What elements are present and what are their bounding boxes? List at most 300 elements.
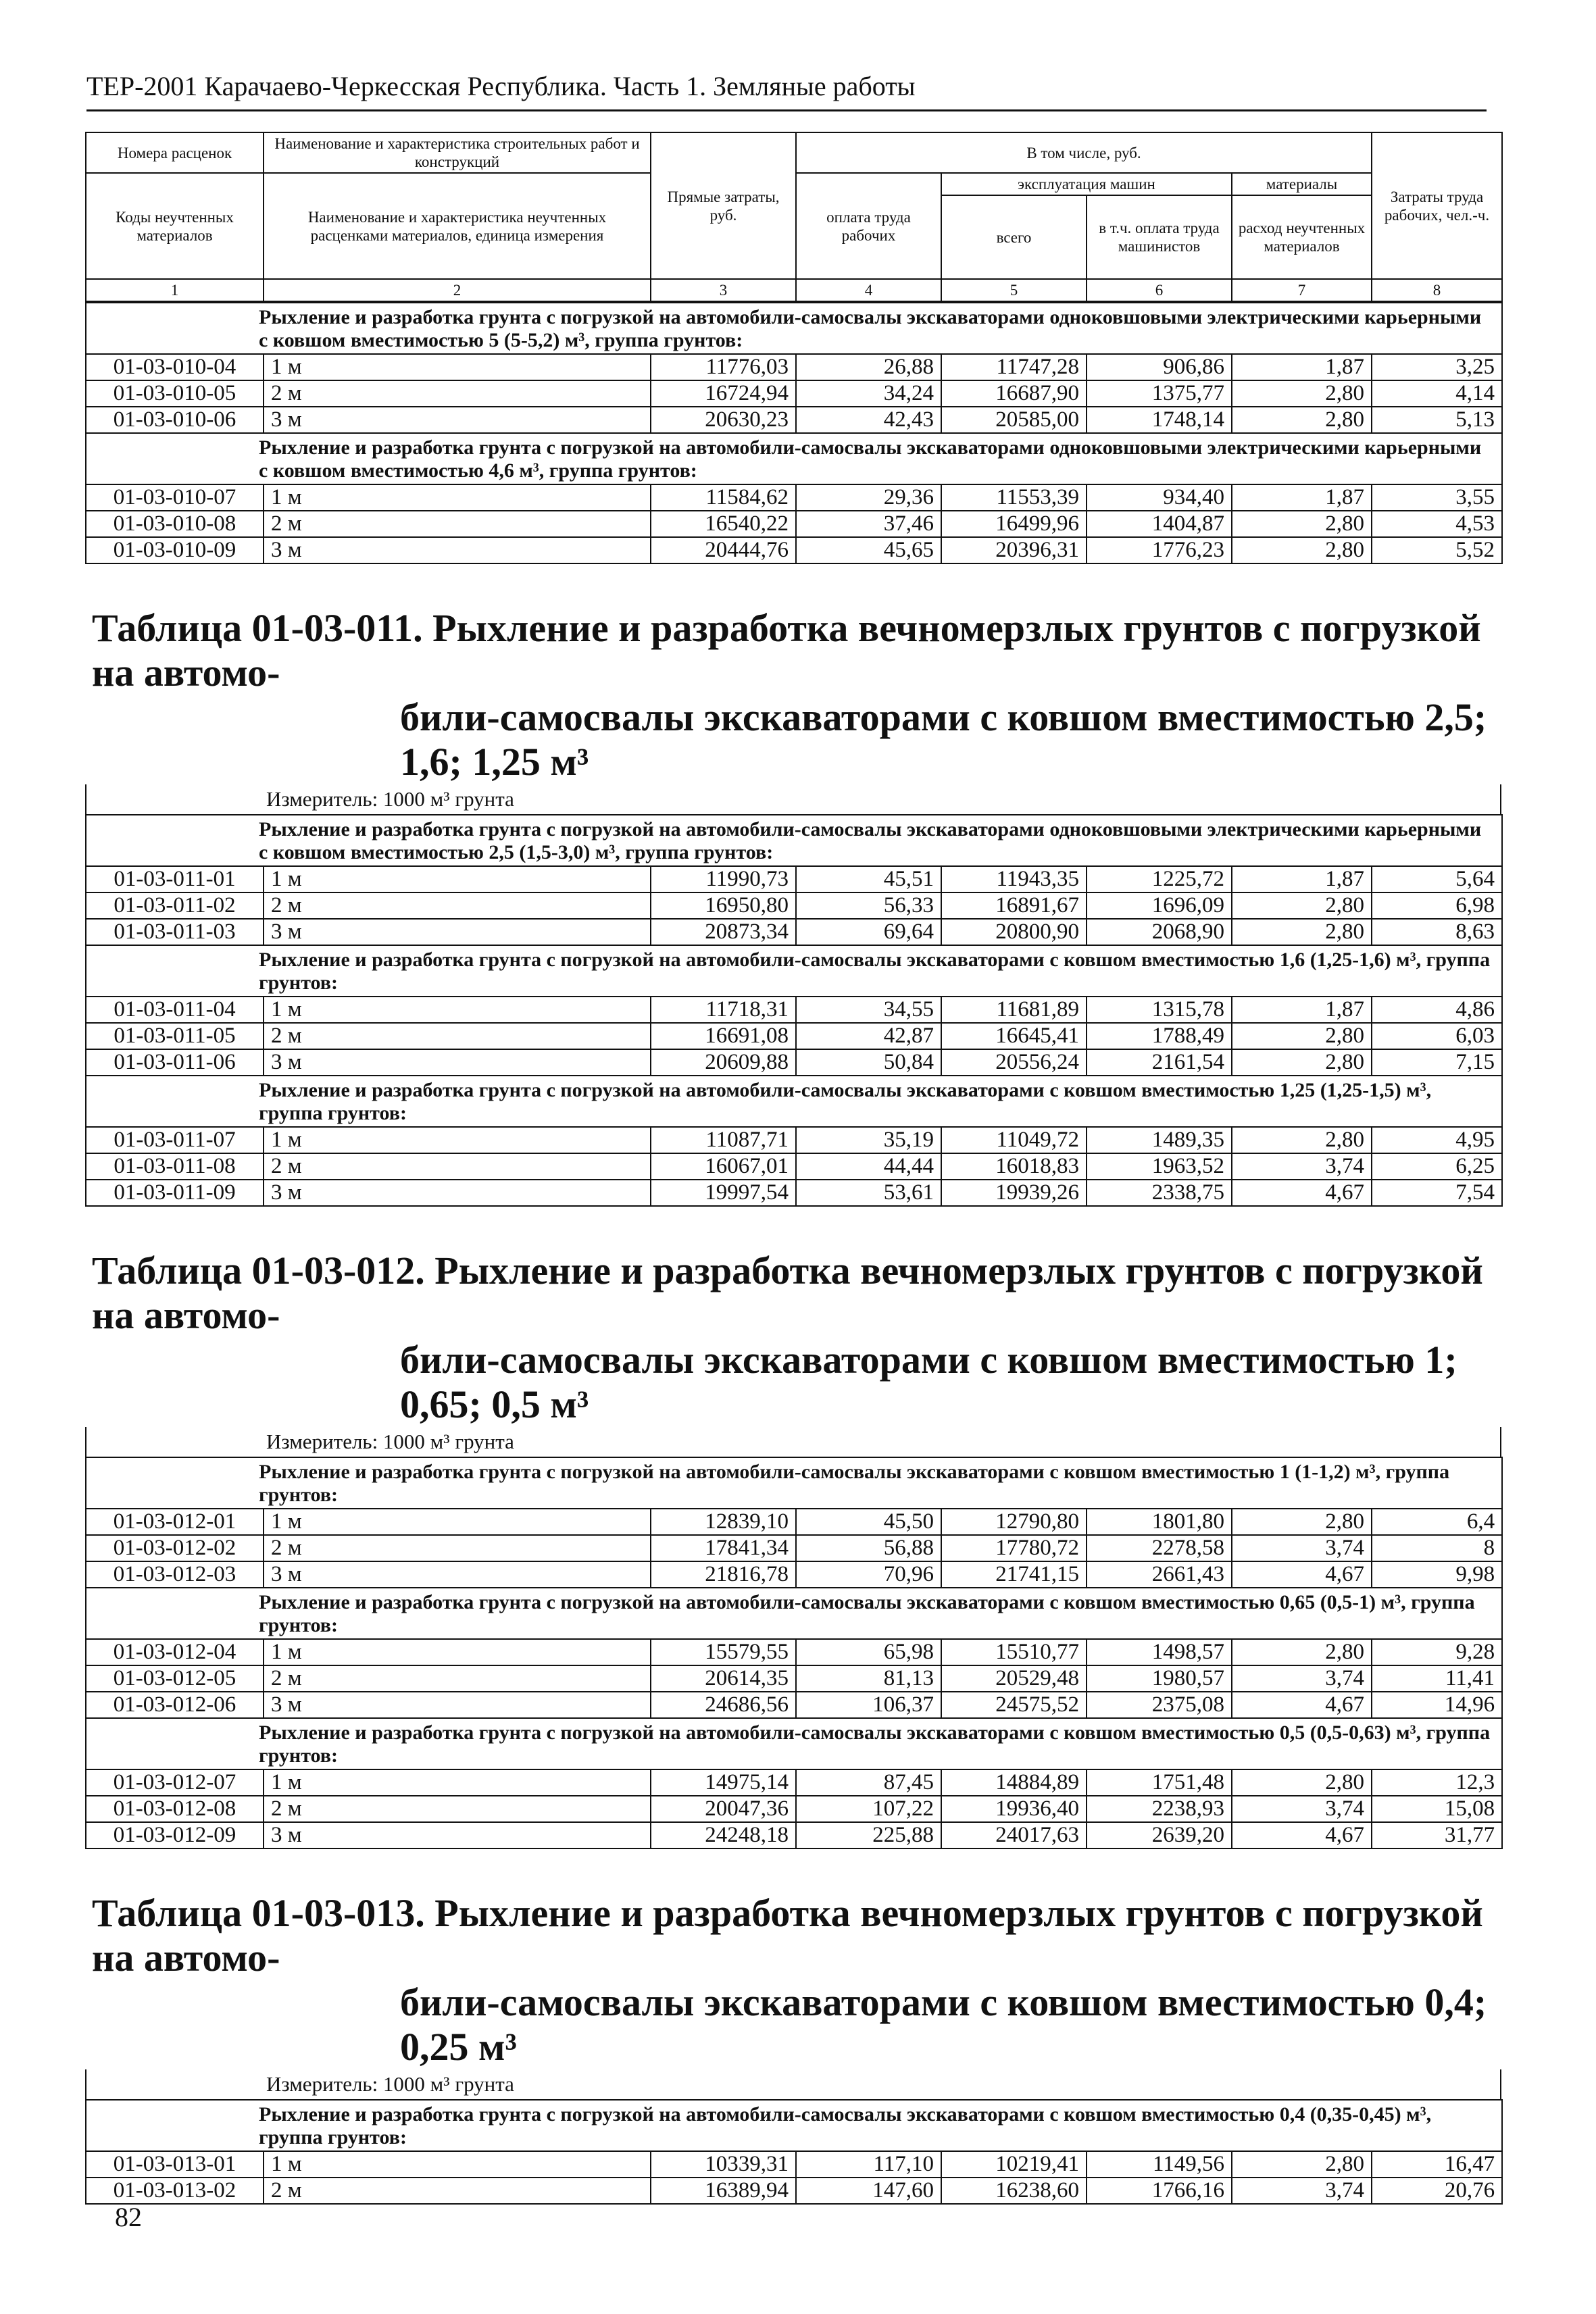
labor-cell: 3,55 — [1372, 484, 1502, 511]
machines-cell: 20396,31 — [941, 537, 1087, 563]
rate-code: 01-03-011-07 — [86, 1127, 264, 1153]
rate-code: 01-03-012-08 — [86, 1796, 264, 1822]
machines-cell: 14884,89 — [941, 1769, 1087, 1796]
machines-cell: 16687,90 — [941, 380, 1087, 407]
labor-cell: 11,41 — [1372, 1665, 1502, 1692]
unit-cell: 1 м — [264, 997, 651, 1023]
table-row — [86, 407, 1502, 433]
unit-cell: 1 м — [264, 866, 651, 892]
rate-code: 01-03-011-06 — [86, 1049, 264, 1076]
machines-wage-cell: 1149,56 — [1087, 2151, 1232, 2178]
machines-wage-cell: 2661,43 — [1087, 1561, 1232, 1588]
machines-wage-cell: 1776,23 — [1087, 537, 1232, 563]
wage-cell: 50,84 — [796, 1049, 941, 1076]
direct-cost-cell: 16724,94 — [651, 380, 796, 407]
machines-wage-cell: 1788,49 — [1087, 1023, 1232, 1049]
wage-cell: 107,22 — [796, 1796, 941, 1822]
column-number: 6 — [1087, 279, 1232, 301]
rates-table — [85, 814, 1503, 1207]
direct-cost-cell: 16067,01 — [651, 1153, 796, 1180]
labor-cell: 5,52 — [1372, 537, 1502, 563]
machines-cell: 20529,48 — [941, 1665, 1087, 1692]
rate-code: 01-03-012-02 — [86, 1535, 264, 1561]
machines-wage-cell: 1375,77 — [1087, 380, 1232, 407]
machines-wage-cell: 906,86 — [1087, 354, 1232, 380]
measure-unit: Измеритель: 1000 м³ грунта — [266, 2072, 514, 2096]
direct-cost-cell: 11718,31 — [651, 997, 796, 1023]
materials-cell: 4,67 — [1232, 1692, 1372, 1718]
direct-cost-cell: 11990,73 — [651, 866, 796, 892]
machines-cell: 11681,89 — [941, 997, 1087, 1023]
unit-cell: 3 м — [264, 1692, 651, 1718]
machines-wage-cell: 1498,57 — [1087, 1639, 1232, 1665]
table-row — [86, 1639, 1502, 1665]
header-machines-wage: в т.ч. оплата труда машинистов — [1087, 195, 1232, 279]
labor-cell: 9,28 — [1372, 1639, 1502, 1665]
header-material-name: Наименование и характеристика неучтенных расценками материалов, единица измерения — [264, 173, 651, 279]
labor-cell: 5,64 — [1372, 866, 1502, 892]
section-row — [86, 1588, 1502, 1639]
header-machines-total: всего — [941, 195, 1087, 279]
direct-cost-cell: 15579,55 — [651, 1639, 796, 1665]
wage-cell: 117,10 — [796, 2151, 941, 2178]
machines-wage-cell: 1696,09 — [1087, 892, 1232, 919]
table-row — [86, 1023, 1502, 1049]
table-title — [85, 1249, 1501, 1427]
table-title — [85, 606, 1501, 784]
wage-cell: 45,65 — [796, 537, 941, 563]
header-labor: Затраты труда рабочих, чел.-ч. — [1372, 132, 1502, 279]
machines-wage-cell: 1315,78 — [1087, 997, 1232, 1023]
labor-cell: 6,98 — [1372, 892, 1502, 919]
rate-code: 01-03-010-07 — [86, 484, 264, 511]
wage-cell: 42,87 — [796, 1023, 941, 1049]
header-codes: Номера расценок — [86, 132, 264, 173]
materials-cell: 2,80 — [1232, 511, 1372, 537]
direct-cost-cell: 24248,18 — [651, 1822, 796, 1848]
machines-cell: 16499,96 — [941, 511, 1087, 537]
rate-code: 01-03-011-04 — [86, 997, 264, 1023]
machines-cell: 11747,28 — [941, 354, 1087, 380]
section-caption: Рыхление и разработка грунта с погрузкой на автомобили-самосвалы экскаваторами с ковшом вместимостью 1,6 (1,25-1,6) м³, группа грунтов: — [86, 945, 1502, 997]
wage-cell: 29,36 — [796, 484, 941, 511]
direct-cost-cell: 16950,80 — [651, 892, 796, 919]
materials-cell: 2,80 — [1232, 1049, 1372, 1076]
machines-cell: 24575,52 — [941, 1692, 1087, 1718]
rate-code: 01-03-010-05 — [86, 380, 264, 407]
wage-cell: 87,45 — [796, 1769, 941, 1796]
rate-code: 01-03-012-03 — [86, 1561, 264, 1588]
header-materials: материалы — [1232, 173, 1372, 195]
labor-cell: 31,77 — [1372, 1822, 1502, 1848]
machines-cell: 16238,60 — [941, 2178, 1087, 2204]
wage-cell: 65,98 — [796, 1639, 941, 1665]
direct-cost-cell: 14975,14 — [651, 1769, 796, 1796]
unit-cell: 1 м — [264, 2151, 651, 2178]
materials-cell: 2,80 — [1232, 1769, 1372, 1796]
materials-cell: 1,87 — [1232, 997, 1372, 1023]
unit-cell: 3 м — [264, 1049, 651, 1076]
table-row — [86, 2178, 1502, 2204]
unit-cell: 2 м — [264, 1665, 651, 1692]
unit-cell: 1 м — [264, 354, 651, 380]
labor-cell: 6,25 — [1372, 1153, 1502, 1180]
table-row — [86, 919, 1502, 945]
wage-cell: 56,88 — [796, 1535, 941, 1561]
rate-code: 01-03-010-08 — [86, 511, 264, 537]
header-materials-sub: расход неучтенных материалов — [1232, 195, 1372, 279]
unit-cell: 2 м — [264, 1796, 651, 1822]
rate-code: 01-03-010-09 — [86, 537, 264, 563]
rate-code: 01-03-011-03 — [86, 919, 264, 945]
table-header — [85, 132, 1503, 302]
machines-cell: 21741,15 — [941, 1561, 1087, 1588]
table-row — [86, 997, 1502, 1023]
unit-cell: 2 м — [264, 1153, 651, 1180]
column-number: 2 — [264, 279, 651, 301]
direct-cost-cell: 10339,31 — [651, 2151, 796, 2178]
rate-code: 01-03-012-05 — [86, 1665, 264, 1692]
machines-cell: 24017,63 — [941, 1822, 1087, 1848]
header-machines: эксплуатация машин — [941, 173, 1232, 195]
materials-cell: 2,80 — [1232, 1509, 1372, 1535]
machines-cell: 20556,24 — [941, 1049, 1087, 1076]
machines-cell: 20585,00 — [941, 407, 1087, 433]
labor-cell: 8,63 — [1372, 919, 1502, 945]
rates-table — [85, 302, 1503, 564]
table-row — [86, 1049, 1502, 1076]
machines-cell: 16018,83 — [941, 1153, 1087, 1180]
table-block — [85, 1427, 1501, 1457]
table-row — [86, 866, 1502, 892]
page-number: 82 — [115, 2202, 142, 2232]
table-row — [86, 1769, 1502, 1796]
rate-code: 01-03-012-07 — [86, 1769, 264, 1796]
section-caption: Рыхление и разработка грунта с погрузкой на автомобили-самосвалы экскаваторами с ковшом вместимостью 1 (1-1,2) м³, группа грунтов: — [86, 1457, 1502, 1509]
materials-cell: 4,67 — [1232, 1822, 1372, 1848]
machines-wage-cell: 934,40 — [1087, 484, 1232, 511]
table-row — [86, 484, 1502, 511]
machines-wage-cell: 2278,58 — [1087, 1535, 1232, 1561]
section-caption: Рыхление и разработка грунта с погрузкой на автомобили-самосвалы экскаваторами с ковшом вместимостью 0,4 (0,35-0,45) м³, группа грунтов: — [86, 2100, 1502, 2151]
rate-code: 01-03-012-09 — [86, 1822, 264, 1848]
machines-cell: 11553,39 — [941, 484, 1087, 511]
rate-code: 01-03-013-02 — [86, 2178, 264, 2204]
section-row — [86, 433, 1502, 484]
machines-cell: 19939,26 — [941, 1180, 1087, 1206]
rate-code: 01-03-011-02 — [86, 892, 264, 919]
direct-cost-cell: 20609,88 — [651, 1049, 796, 1076]
section-row — [86, 1076, 1502, 1127]
materials-cell: 3,74 — [1232, 1796, 1372, 1822]
wage-cell: 45,50 — [796, 1509, 941, 1535]
machines-cell: 16891,67 — [941, 892, 1087, 919]
labor-cell: 8 — [1372, 1535, 1502, 1561]
table-row — [86, 892, 1502, 919]
table-row — [86, 1509, 1502, 1535]
materials-cell: 1,87 — [1232, 866, 1372, 892]
labor-cell: 14,96 — [1372, 1692, 1502, 1718]
unit-cell: 2 м — [264, 380, 651, 407]
direct-cost-cell: 11087,71 — [651, 1127, 796, 1153]
machines-cell: 20800,90 — [941, 919, 1087, 945]
machines-cell: 19936,40 — [941, 1796, 1087, 1822]
column-numbers-row — [86, 279, 1502, 301]
table-title-line2: били-самосвалы экскаваторами с ковшом вместимостью 0,4; 0,25 м³ — [400, 1980, 1487, 2069]
section-row — [86, 945, 1502, 997]
table-title-line2: били-самосвалы экскаваторами с ковшом вместимостью 1; 0,65; 0,5 м³ — [400, 1338, 1457, 1426]
table-row — [86, 2151, 1502, 2178]
labor-cell: 20,76 — [1372, 2178, 1502, 2204]
materials-cell: 2,80 — [1232, 537, 1372, 563]
labor-cell: 16,47 — [1372, 2151, 1502, 2178]
measure-unit: Измеритель: 1000 м³ грунта — [266, 787, 514, 811]
table-title-line1: Таблица 01-03-011. Рыхление и разработка вечномерзлых грунтов с погрузкой на автомо- — [92, 606, 1481, 695]
table-row — [86, 354, 1502, 380]
machines-wage-cell: 2639,20 — [1087, 1822, 1232, 1848]
header-divider — [86, 109, 1487, 111]
column-number: 1 — [86, 279, 264, 301]
direct-cost-cell: 24686,56 — [651, 1692, 796, 1718]
unit-cell: 2 м — [264, 892, 651, 919]
machines-wage-cell: 2375,08 — [1087, 1692, 1232, 1718]
machines-cell: 11943,35 — [941, 866, 1087, 892]
column-number: 4 — [796, 279, 941, 301]
wage-cell: 42,43 — [796, 407, 941, 433]
machines-cell: 17780,72 — [941, 1535, 1087, 1561]
labor-cell: 12,3 — [1372, 1769, 1502, 1796]
wage-cell: 45,51 — [796, 866, 941, 892]
unit-cell: 2 м — [264, 2178, 651, 2204]
machines-wage-cell: 1489,35 — [1087, 1127, 1232, 1153]
direct-cost-cell: 16389,94 — [651, 2178, 796, 2204]
rate-code: 01-03-011-01 — [86, 866, 264, 892]
machines-wage-cell: 1404,87 — [1087, 511, 1232, 537]
machines-wage-cell: 2068,90 — [1087, 919, 1232, 945]
materials-cell: 2,80 — [1232, 1023, 1372, 1049]
table-title-line2: били-самосвалы экскаваторами с ковшом вместимостью 2,5; 1,6; 1,25 м³ — [400, 695, 1487, 784]
materials-cell: 2,80 — [1232, 1639, 1372, 1665]
header-material-codes: Коды неучтенных материалов — [86, 173, 264, 279]
table-block — [85, 2069, 1501, 2099]
materials-cell: 2,80 — [1232, 2151, 1372, 2178]
materials-cell: 2,80 — [1232, 407, 1372, 433]
direct-cost-cell: 12839,10 — [651, 1509, 796, 1535]
section-caption: Рыхление и разработка грунта с погрузкой на автомобили-самосвалы экскаваторами с ковшом вместимостью 0,65 (0,5-1) м³, группа грунтов: — [86, 1588, 1502, 1639]
unit-cell: 3 м — [264, 919, 651, 945]
machines-wage-cell: 1748,14 — [1087, 407, 1232, 433]
table-row — [86, 1561, 1502, 1588]
column-number: 7 — [1232, 279, 1372, 301]
labor-cell: 4,86 — [1372, 997, 1502, 1023]
direct-cost-cell: 20630,23 — [651, 407, 796, 433]
machines-cell: 12790,80 — [941, 1509, 1087, 1535]
rate-code: 01-03-011-09 — [86, 1180, 264, 1206]
materials-cell: 2,80 — [1232, 1127, 1372, 1153]
section-caption: Рыхление и разработка грунта с погрузкой на автомобили-самосвалы экскаваторами одноковшовыми электрическими карьерными с ковшом вместимостью 5 (5-5,2) м³, группа грунтов: — [86, 303, 1502, 354]
wage-cell: 56,33 — [796, 892, 941, 919]
labor-cell: 3,25 — [1372, 354, 1502, 380]
wage-cell: 225,88 — [796, 1822, 941, 1848]
table-row — [86, 1180, 1502, 1206]
rate-code: 01-03-013-01 — [86, 2151, 264, 2178]
rate-code: 01-03-011-05 — [86, 1023, 264, 1049]
materials-cell: 3,74 — [1232, 1665, 1372, 1692]
table-row — [86, 511, 1502, 537]
rate-code: 01-03-012-01 — [86, 1509, 264, 1535]
unit-cell: 1 м — [264, 1127, 651, 1153]
rate-code: 01-03-011-08 — [86, 1153, 264, 1180]
rate-code: 01-03-010-04 — [86, 354, 264, 380]
rate-code: 01-03-010-06 — [86, 407, 264, 433]
wage-cell: 26,88 — [796, 354, 941, 380]
header-direct-cost: Прямые затраты, руб. — [651, 132, 796, 279]
rates-table — [85, 1457, 1503, 1849]
page-header: ТЕР-2001 Карачаево-Черкесская Республика. Часть 1. Земляные работы — [86, 71, 916, 101]
wage-cell: 37,46 — [796, 511, 941, 537]
direct-cost-cell: 21816,78 — [651, 1561, 796, 1588]
materials-cell: 3,74 — [1232, 1535, 1372, 1561]
direct-cost-cell: 11584,62 — [651, 484, 796, 511]
wage-cell: 147,60 — [796, 2178, 941, 2204]
wage-cell: 53,61 — [796, 1180, 941, 1206]
labor-cell: 7,15 — [1372, 1049, 1502, 1076]
labor-cell: 15,08 — [1372, 1796, 1502, 1822]
table-row — [86, 1822, 1502, 1848]
machines-wage-cell: 1980,57 — [1087, 1665, 1232, 1692]
labor-cell: 4,14 — [1372, 380, 1502, 407]
machines-cell: 16645,41 — [941, 1023, 1087, 1049]
direct-cost-cell: 20444,76 — [651, 537, 796, 563]
materials-cell: 4,67 — [1232, 1561, 1372, 1588]
rate-tables — [85, 606, 1501, 2205]
rates-table — [85, 2099, 1503, 2205]
direct-cost-cell: 16691,08 — [651, 1023, 796, 1049]
rate-code: 01-03-012-04 — [86, 1639, 264, 1665]
column-number: 8 — [1372, 279, 1502, 301]
labor-cell: 7,54 — [1372, 1180, 1502, 1206]
wage-cell: 70,96 — [796, 1561, 941, 1588]
wage-cell: 34,55 — [796, 997, 941, 1023]
section-row — [86, 1718, 1502, 1769]
labor-cell: 9,98 — [1372, 1561, 1502, 1588]
direct-cost-cell: 17841,34 — [651, 1535, 796, 1561]
measure-unit: Измеритель: 1000 м³ грунта — [266, 1430, 514, 1453]
column-number: 3 — [651, 279, 796, 301]
machines-wage-cell: 1766,16 — [1087, 2178, 1232, 2204]
table-row — [86, 1153, 1502, 1180]
unit-cell: 2 м — [264, 1535, 651, 1561]
materials-cell: 3,74 — [1232, 1153, 1372, 1180]
materials-cell: 2,80 — [1232, 380, 1372, 407]
machines-wage-cell: 1225,72 — [1087, 866, 1232, 892]
materials-cell: 4,67 — [1232, 1180, 1372, 1206]
labor-cell: 4,53 — [1372, 511, 1502, 537]
table-row — [86, 1692, 1502, 1718]
unit-cell: 3 м — [264, 1561, 651, 1588]
machines-wage-cell: 2238,93 — [1087, 1796, 1232, 1822]
unit-cell: 1 м — [264, 1639, 651, 1665]
section-caption: Рыхление и разработка грунта с погрузкой на автомобили-самосвалы экскаваторами с ковшом вместимостью 0,5 (0,5-0,63) м³, группа грунтов: — [86, 1718, 1502, 1769]
materials-cell: 2,80 — [1232, 919, 1372, 945]
labor-cell: 6,4 — [1372, 1509, 1502, 1535]
document-body — [85, 132, 1501, 2205]
table-row — [86, 1665, 1502, 1692]
header-group: В том числе, руб. — [796, 132, 1372, 173]
direct-cost-cell: 16540,22 — [651, 511, 796, 537]
direct-cost-cell: 20047,36 — [651, 1796, 796, 1822]
section-row — [86, 303, 1502, 354]
materials-cell: 3,74 — [1232, 2178, 1372, 2204]
unit-cell: 3 м — [264, 1822, 651, 1848]
unit-cell: 2 м — [264, 511, 651, 537]
machines-wage-cell: 2161,54 — [1087, 1049, 1232, 1076]
section-caption: Рыхление и разработка грунта с погрузкой на автомобили-самосвалы экскаваторами одноковшовыми электрическими карьерными с ковшом вместимостью 2,5 (1,5-3,0) м³, группа грунтов: — [86, 815, 1502, 866]
unit-cell: 3 м — [264, 537, 651, 563]
unit-cell: 1 м — [264, 1769, 651, 1796]
machines-cell: 11049,72 — [941, 1127, 1087, 1153]
header-work-name: Наименование и характеристика строительных работ и конструкций — [264, 132, 651, 173]
unit-cell: 3 м — [264, 1180, 651, 1206]
machines-cell: 10219,41 — [941, 2151, 1087, 2178]
labor-cell: 4,95 — [1372, 1127, 1502, 1153]
column-number: 5 — [941, 279, 1087, 301]
direct-cost-cell: 19997,54 — [651, 1180, 796, 1206]
direct-cost-cell: 20873,34 — [651, 919, 796, 945]
table-title — [85, 1891, 1501, 2069]
direct-cost-cell: 20614,35 — [651, 1665, 796, 1692]
machines-wage-cell: 1801,80 — [1087, 1509, 1232, 1535]
header-wage: оплата труда рабочих — [796, 173, 941, 279]
wage-cell: 69,64 — [796, 919, 941, 945]
table-row — [86, 1127, 1502, 1153]
top-rates-block — [85, 302, 1501, 564]
table-block — [85, 784, 1501, 814]
wage-cell: 81,13 — [796, 1665, 941, 1692]
section-caption: Рыхление и разработка грунта с погрузкой на автомобили-самосвалы экскаваторами одноковшовыми электрическими карьерными с ковшом вместимостью 4,6 м³, группа грунтов: — [86, 433, 1502, 484]
machines-wage-cell: 1963,52 — [1087, 1153, 1232, 1180]
materials-cell: 2,80 — [1232, 892, 1372, 919]
unit-cell: 2 м — [264, 1023, 651, 1049]
wage-cell: 44,44 — [796, 1153, 941, 1180]
machines-wage-cell: 2338,75 — [1087, 1180, 1232, 1206]
rate-code: 01-03-012-06 — [86, 1692, 264, 1718]
unit-cell: 3 м — [264, 407, 651, 433]
machines-cell: 15510,77 — [941, 1639, 1087, 1665]
materials-cell: 1,87 — [1232, 354, 1372, 380]
materials-cell: 1,87 — [1232, 484, 1372, 511]
wage-cell: 34,24 — [796, 380, 941, 407]
section-row — [86, 2100, 1502, 2151]
unit-cell: 1 м — [264, 484, 651, 511]
table-title-line1: Таблица 01-03-013. Рыхление и разработка вечномерзлых грунтов с погрузкой на автомо- — [92, 1891, 1483, 1980]
wage-cell: 35,19 — [796, 1127, 941, 1153]
table-row — [86, 537, 1502, 563]
labor-cell: 5,13 — [1372, 407, 1502, 433]
wage-cell: 106,37 — [796, 1692, 941, 1718]
section-row — [86, 815, 1502, 866]
direct-cost-cell: 11776,03 — [651, 354, 796, 380]
machines-wage-cell: 1751,48 — [1087, 1769, 1232, 1796]
table-title-line1: Таблица 01-03-012. Рыхление и разработка вечномерзлых грунтов с погрузкой на автомо- — [92, 1249, 1483, 1337]
section-row — [86, 1457, 1502, 1509]
table-row — [86, 1535, 1502, 1561]
table-row — [86, 1796, 1502, 1822]
table-row — [86, 380, 1502, 407]
labor-cell: 6,03 — [1372, 1023, 1502, 1049]
unit-cell: 1 м — [264, 1509, 651, 1535]
section-caption: Рыхление и разработка грунта с погрузкой на автомобили-самосвалы экскаваторами с ковшом вместимостью 1,25 (1,25-1,5) м³, группа грунтов: — [86, 1076, 1502, 1127]
